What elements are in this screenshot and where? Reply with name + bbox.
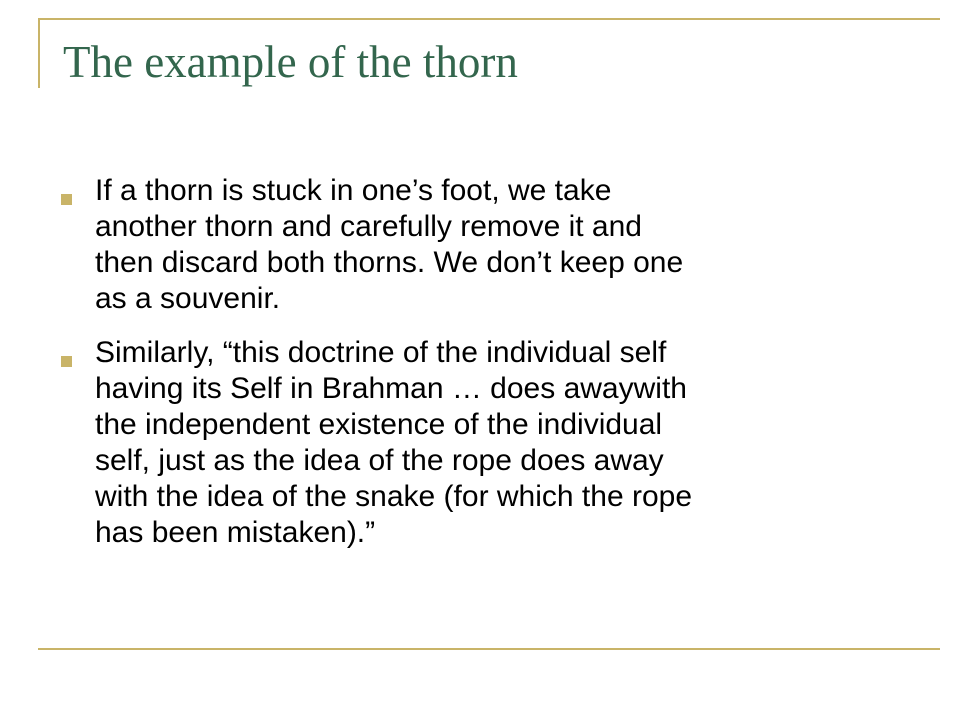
frame-bottom-rule (38, 648, 940, 650)
bullet-item-similarly (57, 335, 907, 551)
bullet-list (57, 173, 907, 569)
bullet-item-thorn (57, 173, 907, 317)
frame-left-rule (38, 18, 40, 88)
bullet-text: Similarly, “this doctrine of the individual self having its Self in Brahman … does awaywith the independent existence of the individual self, just as the idea of the rope does away with the idea of the snake (for which the rope has been mistaken).” (95, 336, 693, 549)
square-bullet-icon (61, 194, 72, 205)
slide-title: The example of the thorn (63, 37, 518, 87)
bullet-text: If a thorn is stuck in one’s foot, we take another thorn and carefully remove it and then discard both thorns. We don’t keep one as a souvenir. (95, 174, 684, 315)
square-bullet-icon (61, 356, 72, 367)
frame-top-rule (38, 18, 940, 20)
